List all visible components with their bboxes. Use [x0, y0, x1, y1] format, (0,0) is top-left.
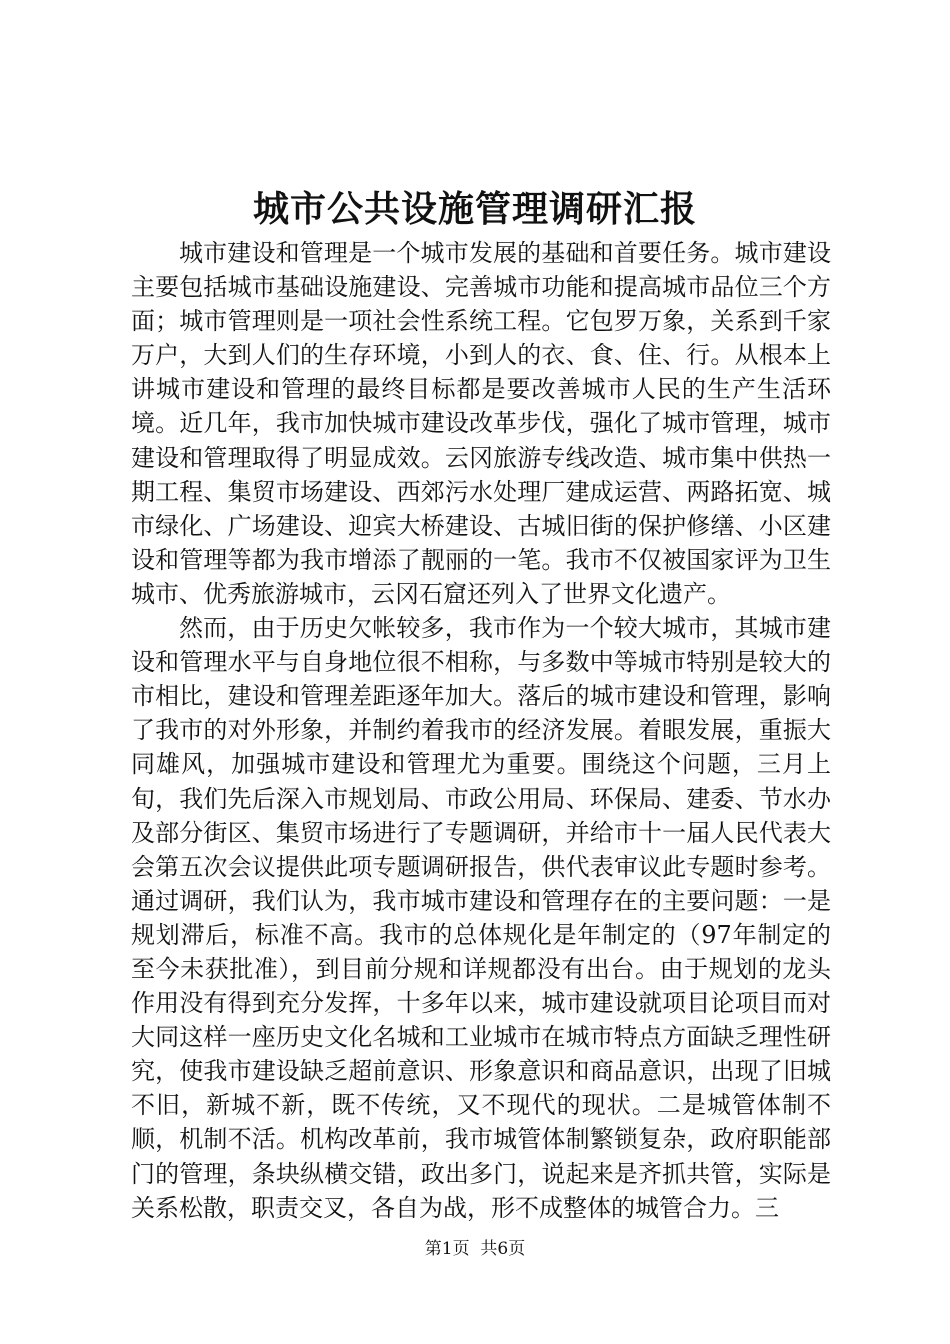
paragraph-1: 城市建设和管理是一个城市发展的基础和首要任务。城市建设主要包括城市基础设施建设、完善城市功能和提高城市品位三个方面；城市管理则是一项社会性系统工程。它包罗万象，关系到千家万户，大到人们的生存环境，小到人的衣、食、住、行。从根本上讲城市建设和管理的最终目标都是要改善城市人民的生产生活环境。近几年，我市加快城市建设改革步伐，强化了城市管理，城市建设和管理取得了明显成效。云冈旅游专线改造、城市集中供热一期工程、集贸市场建设、西郊污水处理厂建成运营、两路拓宽、城市绿化、广场建设、迎宾大桥建设、古城旧街的保护修缮、小区建设和管理等都为我市增添了靓丽的一笔。我市不仅被国家评为卫生城市、优秀旅游城市，云冈石窟还列入了世界文化遗产。	[131, 239, 831, 608]
document-title: 城市公共设施管理调研汇报	[252, 188, 697, 230]
paragraph-2: 然而，由于历史欠帐较多，我市作为一个较大城市，其城市建设和管理水平与自身地位很不相称，与多数中等城市特别是较大的市相比，建设和管理差距逐年加大。落后的城市建设和管理，影响了我市的对外形象，并制约着我市的经济发展。着眼发展，重振大同雄风，加强城市建设和管理尤为重要。围绕这个问题，三月上旬，我们先后深入市规划局、市政公用局、环保局、建委、节水办及部分街区、集贸市场进行了专题调研，并给市十一届人民代表大会第五次会议提供此项专题调研报告，供代表审议此专题时参考。通过调研，我们认为，我市城市建设和管理存在的主要问题：一是规划滞后，标准不高。我市的总体规化是年制定的（97年制定的至今未获批准），到目前分规和详规都没有出台。由于规划的龙头作用没有得到充分发挥，十多年以来，城市建设就项目论项目而对大同这样一座历史文化名城和工业城市在城市特点方面缺乏理性研究，使我市建设缺乏超前意识、形象意识和商品意识，出现了旧城不旧，新城不新，既不传统，又不现代的现状。二是城管体制不顺，机制不活。机构改革前，我市城管体制繁锁复杂，政府职能部门的管理，条块纵横交错，政出多门，说起来是齐抓共管，实际是关系松散，职责交叉，各自为战，形不成整体的城管合力。三	[131, 614, 831, 1222]
page-number-label: 第1页 共6页	[424, 1239, 526, 1259]
page-footer	[0, 1238, 950, 1260]
document-body	[131, 236, 831, 1225]
